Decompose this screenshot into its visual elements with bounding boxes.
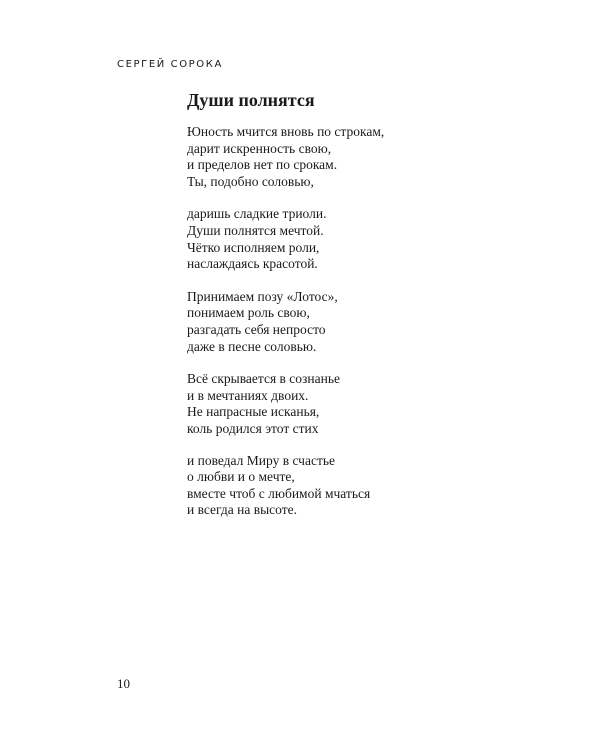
poem-line: даже в песне соловью. bbox=[187, 338, 317, 354]
poem-body bbox=[187, 124, 384, 535]
stanza-4 bbox=[187, 371, 384, 437]
stanza-1 bbox=[187, 124, 384, 190]
poem-line: Чётко исполняем роли, bbox=[187, 239, 320, 255]
poem-line: Юность мчится вновь по строкам, bbox=[187, 124, 385, 139]
poem-line: разгадать себя непросто bbox=[187, 321, 326, 337]
poem-line: понимаем роль свою, bbox=[187, 305, 310, 321]
poem-line: наслаждаясь красотой. bbox=[187, 256, 318, 272]
poem-line: Не напрасные исканья, bbox=[187, 404, 320, 420]
poem-line: и всегда на высоте. bbox=[187, 502, 298, 518]
stanza-3 bbox=[187, 289, 384, 355]
poem-line: коль родился этот стих bbox=[187, 420, 319, 436]
poem-line: дарит искренность свою, bbox=[187, 140, 332, 156]
poem-line: Принимаем позу «Лотос», bbox=[187, 288, 338, 304]
poem-line: Души полнятся мечтой. bbox=[187, 222, 324, 238]
poem-line: и поведал Миру в счастье bbox=[187, 452, 335, 468]
poem-line: Всё скрывается в сознанье bbox=[187, 371, 340, 387]
poem-line: и в мечтаниях двоих. bbox=[187, 387, 309, 403]
stanza-5 bbox=[187, 453, 384, 519]
stanza-2 bbox=[187, 206, 384, 272]
poem-line: о любви и о мечте, bbox=[187, 469, 295, 485]
poem-line: Ты, подобно соловью, bbox=[187, 173, 314, 189]
running-header-author: СЕРГЕЙ СОРОКА bbox=[117, 59, 223, 70]
page-number: 10 bbox=[117, 676, 130, 691]
poem-line: даришь сладкие триоли. bbox=[187, 206, 327, 222]
poem-title: Души полнятся bbox=[187, 90, 315, 110]
poem-line: и пределов нет по срокам. bbox=[187, 157, 338, 173]
poem-line: вместе чтоб с любимой мчаться bbox=[187, 485, 371, 501]
